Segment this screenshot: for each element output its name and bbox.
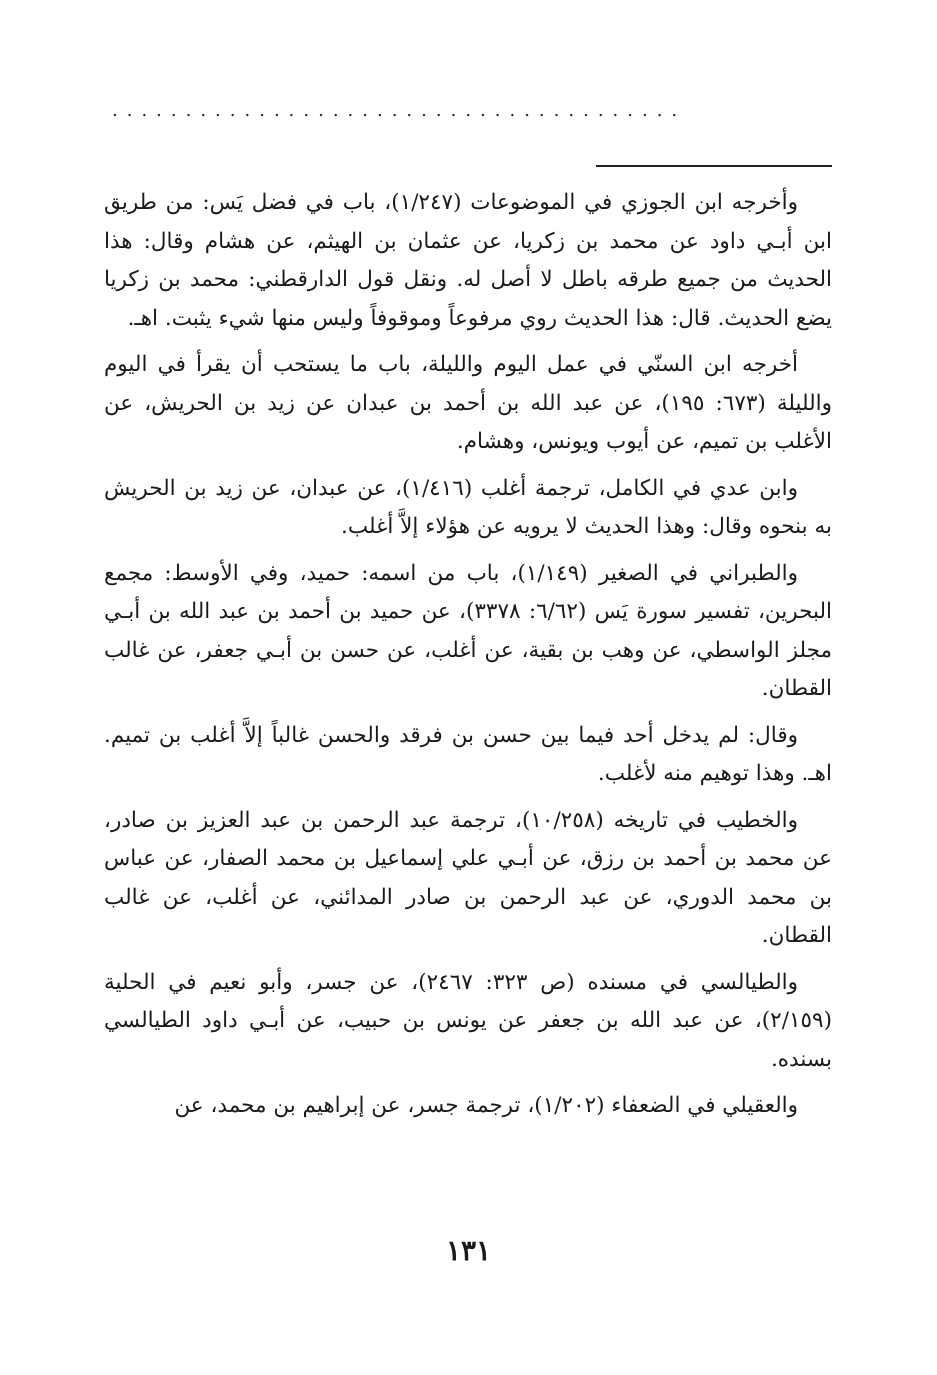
header-dotted-rule: ....................................... [112, 100, 687, 120]
paragraph-al-uqayli: والعقيلي في الضعفاء (١/٢٠٢)، ترجمة جسر، عن إبراهيم بن محمد، عن [174, 1093, 798, 1118]
page-number: ١٣١ [445, 1234, 492, 1267]
paragraph-al-tayalisi: والطيالسي في مسنده (ص ٣٢٣: ٢٤٦٧)، عن جسر، وأبو نعيم في الحلية (٢/١٥٩)، عن عبد الله بن جعفر عن يونس بن حبيب، عن أبـي داود الطيالسي بسنده. [104, 969, 832, 1072]
paragraph-al-khatib: والخطيب في تاريخه (١٠/٢٥٨)، ترجمة عبد الرحمن بن عبد العزيز بن صادر، عن محمد بن أحمد بن رزق، عن أبـي علي إسماعيل بن محمد الصفار، عن عباس بن محمد الدوري، عن عبد الرحمن بن صادر المدائني، عن أغلب، عن غالب القطان. [104, 807, 832, 948]
footnote-separator-line [596, 165, 832, 167]
paragraph-ibn-al-sunni: أخرجه ابن السنّي في عمل اليوم والليلة، باب ما يستحب أن يقرأ في اليوم والليلة (٦٧٣: ١٩٥)، عن عبد الله بن أحمد بن عبدان عن زيد بن الحريش، عن الأغلب بن تميم، عن أيوب ويونس، وهشام. [104, 352, 833, 454]
footnote-text [104, 184, 832, 1134]
paragraph-wa-qal: وقال: لم يدخل أحد فيما بين حسن بن فرقد والحسن غالباً إلاَّ أغلب بن تميم. اهـ. وهذا توهيم منه لأغلب. [104, 722, 832, 786]
paragraph-al-tabarani: والطبراني في الصغير (١/١٤٩)، باب من اسمه: حميد، وفي الأوسط: مجمع البحرين، تفسير سورة يَس (٦/٦٢: ٣٣٧٨)، عن حميد بن أحمد بن عبد الله بن أبـي مجلز الواسطي، عن وهب بن بقية، عن أغلب، عن حسن بن أبـي جعفر، عن غالب القطان. [104, 560, 832, 701]
paragraph-ibn-adi: وابن عدي في الكامل، ترجمة أغلب (١/٤١٦)، عن عبدان، عن زيد بن الحريش به بنحوه وقال: وهذا الحديث لا يرويه عن هؤلاء إلاَّ أغلب. [104, 475, 832, 539]
paragraph-ibn-al-jawzi: وأخرجه ابن الجوزي في الموضوعات (١/٢٤٧)، باب في فضل يَس: من طريق ابن أبـي داود عن محمد بن زكريا، عن عثمان بن الهيثم، عن هشام وقال: هذا الحديث من جميع طرقه باطل لا أصل له. ونقل قول الدارقطني: محمد بن زكريا يضع الحديث. قال: هذا الحديث روي مرفوعاً وموقوفاً وليس منها شيء يثبت. اهـ. [104, 190, 832, 331]
